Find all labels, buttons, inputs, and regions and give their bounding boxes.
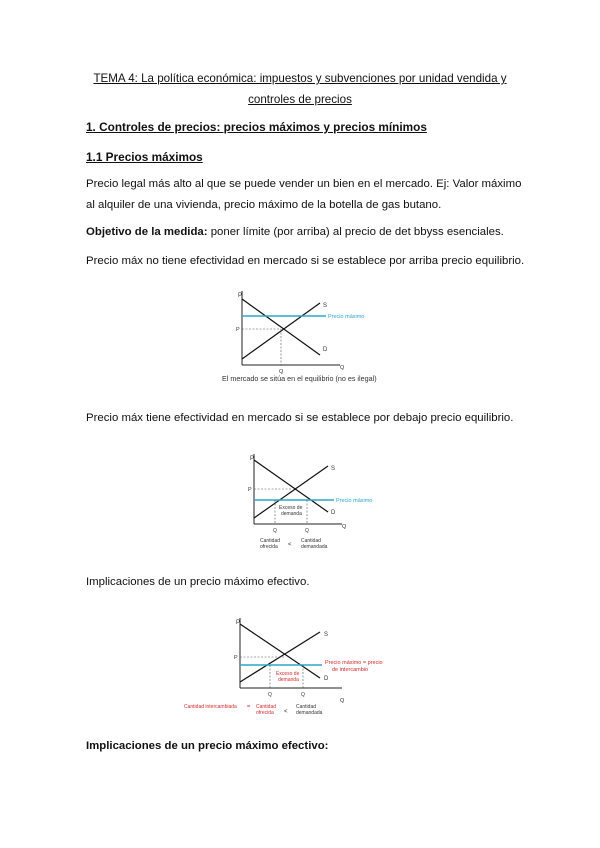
effect-paragraph: Precio máx tiene efectividad en mercado si se establece por debajo precio equilibrio. <box>86 412 514 424</box>
equilibrium-price-label: P <box>236 327 240 333</box>
quantity-offered-tick: Q <box>268 692 272 698</box>
quantity-offered-label-2: ofrecida <box>256 710 274 716</box>
objective-paragraph <box>86 222 526 243</box>
axis-q-label: Q <box>340 698 345 704</box>
demand-curve <box>240 624 320 678</box>
price-ceiling-label: Precio máximo <box>328 314 365 320</box>
quantity-demanded-label-1: Cantidad <box>301 538 322 544</box>
excess-demand-label-2: demanda <box>278 677 299 683</box>
price-ceiling-label-1: Precio máximo = precio <box>325 660 383 666</box>
quantity-offered-tick: Q <box>273 528 277 534</box>
equals-sign: = <box>247 704 251 710</box>
figure-caption: El mercado se sitúa en el equilibrio (no es ilegal) <box>222 374 377 383</box>
excess-demand-label-1: Exceso de <box>276 671 300 677</box>
quantity-offered-label-2: ofrecida <box>260 544 278 550</box>
implications-heading: Implicaciones de un precio máximo efectivo: <box>86 740 329 752</box>
less-than-sign: < <box>288 542 292 548</box>
definition-paragraph <box>86 174 526 216</box>
traded-quantity-label: Cantidad intercambiada <box>184 704 237 710</box>
quantity-demanded-tick: Q <box>301 692 305 698</box>
axis-q-label: Q <box>340 365 345 371</box>
subsection-heading: 1.1 Precios máximos <box>86 150 203 164</box>
price-ceiling-label-2: de intercambio <box>332 667 369 673</box>
quantity-offered-label-1: Cantidad <box>260 538 281 544</box>
quantity-demanded-label-2: demandada <box>296 710 323 716</box>
definition-line2: al alquiler de una vivienda, precio máximo de la botella de gas butano. <box>86 199 442 211</box>
supply-label: S <box>324 632 329 638</box>
quantity-demanded-label-2: demandada <box>301 544 328 550</box>
objective-label: Objetivo de la medida: <box>86 226 208 238</box>
demand-label: D <box>331 510 336 516</box>
equilibrium-price-label: P <box>248 487 252 493</box>
figure-ceiling-implications <box>180 612 410 730</box>
supply-label: S <box>331 466 336 472</box>
definition-line1: Precio legal más alto al que se puede vender un bien en el mercado. Ej: Valor máximo <box>86 178 522 190</box>
quantity-demanded-tick: Q <box>305 528 309 534</box>
demand-label: D <box>323 347 328 353</box>
doc-title-line1: TEMA 4: La política económica: impuestos y subvenciones por unidad vendida y <box>93 72 507 85</box>
axis-p-label: P <box>250 456 255 462</box>
demand-label: D <box>324 676 329 682</box>
objective-text: poner límite (por arriba) al precio de det bbyss esenciales. <box>207 226 504 238</box>
less-than-sign: < <box>284 709 288 715</box>
equilibrium-quantity-label: Q <box>279 369 284 375</box>
doc-title <box>70 68 530 110</box>
axis-p-label: P <box>238 293 243 299</box>
price-ceiling-label: Precio máximo <box>336 498 373 504</box>
figure-ceiling-above-equilibrium <box>222 285 402 390</box>
quantity-demanded-label-1: Cantidad <box>296 704 317 710</box>
implications-paragraph: Implicaciones de un precio máximo efectivo. <box>86 576 310 588</box>
excess-demand-label-2: demanda <box>281 511 302 517</box>
figure-ceiling-below-equilibrium <box>238 448 398 560</box>
quantity-offered-label-1: Cantidad <box>256 704 277 710</box>
axis-q-label: Q <box>342 524 347 530</box>
section-heading: 1. Controles de precios: precios máximos y precios mínimos <box>86 120 427 134</box>
doc-title-line2: controles de precios <box>248 93 352 106</box>
no-effect-paragraph: Precio máx no tiene efectividad en mercado si se establece por arriba precio equilibrio. <box>86 255 525 267</box>
excess-demand-label-1: Exceso de <box>279 505 303 511</box>
supply-label: S <box>323 303 328 309</box>
equilibrium-price-label: P <box>234 655 238 661</box>
axis-p-label: P <box>236 620 241 626</box>
